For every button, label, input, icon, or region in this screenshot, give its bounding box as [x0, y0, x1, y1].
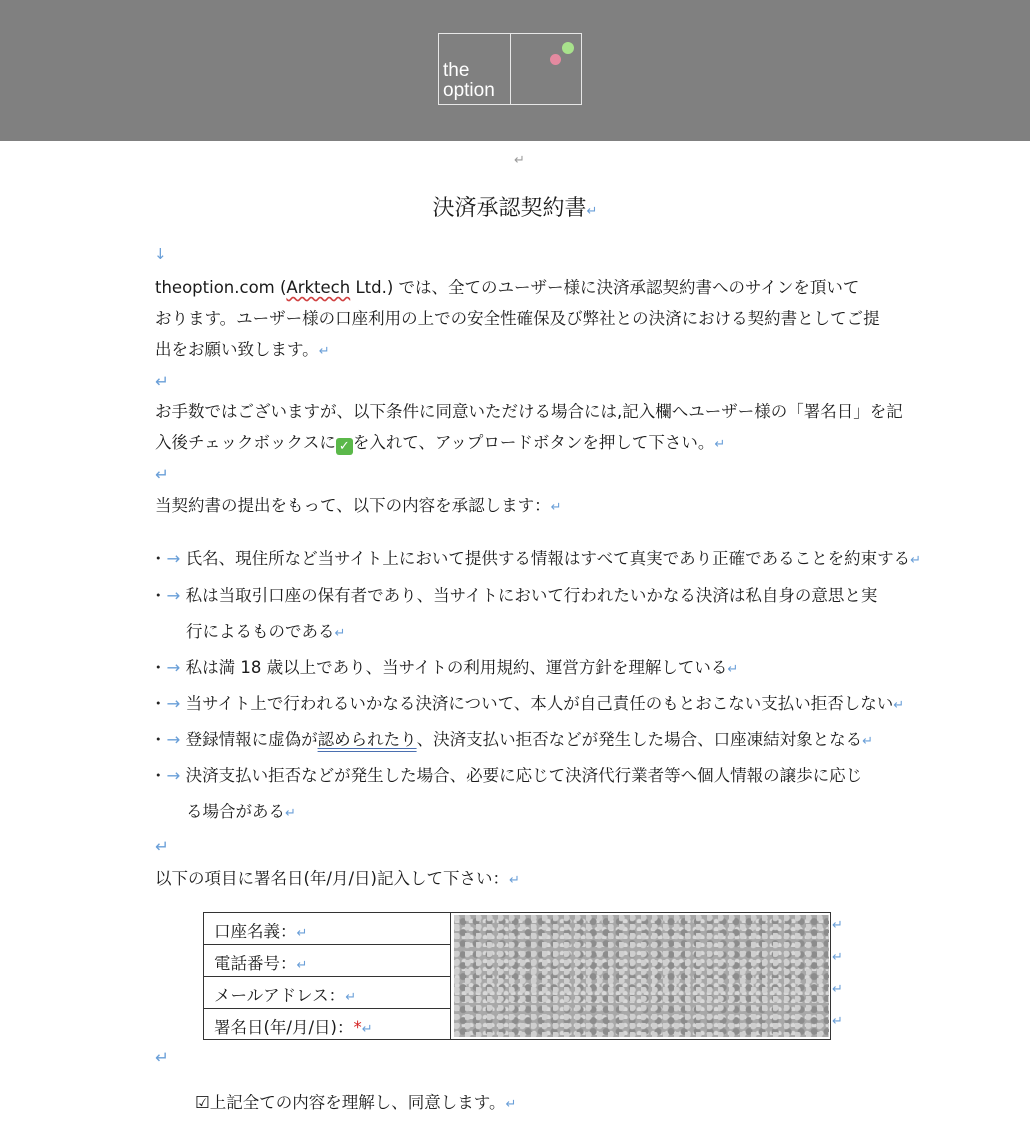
- paragraph-mark-icon: ↵: [832, 982, 843, 997]
- paragraph-mark-icon: ↵: [862, 734, 873, 749]
- paragraph-mark-icon: ↵: [550, 500, 562, 515]
- theoption-logo: [438, 33, 582, 105]
- instruction-line-1: お手数ではございますが、以下条件に同意いただける場合には,記入欄へユーザー様の「署名日」を記: [155, 402, 903, 421]
- paragraph-mark-icon: ↵: [586, 204, 598, 219]
- signature-form-table: [203, 912, 831, 1040]
- condition-6-text-cont: る場合がある: [186, 802, 285, 821]
- approval-lead: [155, 495, 562, 519]
- condition-item-2: [150, 585, 877, 607]
- tab-arrow-icon: →: [166, 694, 181, 713]
- condition-4-text: 当サイト上で行われるいかなる決済について、本人が自己責任のもとおこない支払い拒否しない: [185, 694, 894, 713]
- paragraph-mark-icon: ↵: [155, 465, 169, 484]
- tab-arrow-icon: →: [166, 658, 181, 677]
- paragraph-mark-icon: ↵: [832, 918, 843, 933]
- email-label: [214, 982, 356, 1006]
- condition-6-text: 決済支払い拒否などが発生した場合、必要に応じて決済代行業者等へ個人情報の譲歩に応じ: [185, 766, 863, 785]
- condition-item-3: [150, 657, 738, 681]
- condition-item-5: [150, 729, 873, 753]
- paragraph-mark-icon: ↵: [727, 662, 739, 677]
- paragraph-mark-icon: ↵: [318, 344, 330, 359]
- logo-green-dot-icon: [562, 42, 574, 54]
- form-lead-text: 以下の項目に署名日(年/月/日)記入して下さい：: [155, 869, 509, 888]
- bullet-icon: ・: [150, 694, 167, 713]
- tab-arrow-icon: →: [166, 766, 181, 785]
- intro-line-1-rest: Ltd.) では、全てのユーザー様に決済承認契約書へのサインを頂いて: [350, 278, 860, 297]
- logo-pink-dot-icon: [550, 54, 561, 65]
- required-asterisk: *: [353, 1018, 362, 1037]
- logo-text: [443, 61, 495, 101]
- sign-date-label-text: 署名日(年/月/日)：: [214, 1018, 354, 1037]
- paragraph-mark-icon: ↵: [155, 372, 169, 391]
- document-title: [0, 195, 1030, 226]
- intro-line-3-text: 出をお願い致します。: [155, 340, 319, 359]
- paragraph-mark-icon: ↵: [505, 1097, 517, 1112]
- condition-item-6-cont: [186, 801, 296, 825]
- form-row-email: [204, 977, 450, 1009]
- form-row-sign-date: [204, 1009, 450, 1041]
- paragraph-mark-icon: ↵: [910, 553, 921, 568]
- intro-brand-text: Arktech: [286, 278, 351, 297]
- paragraph-mark-icon: ↵: [296, 958, 308, 973]
- paragraph-mark-icon: ↵: [155, 1048, 169, 1067]
- intro-line-2: おります。ユーザー様の口座利用の上での安全性確保及び弊社との決済における契約書としてご提: [155, 309, 880, 328]
- condition-2-text: 私は当取引口座の保有者であり、当サイトにおいて行われたいかなる決済は私自身の意思と実: [185, 586, 878, 605]
- redacted-form-values: [454, 915, 829, 1037]
- intro-line-1: [155, 277, 859, 299]
- agreement-text: ☑上記全ての内容を理解し、同意します。: [195, 1093, 506, 1112]
- agreement-checkbox[interactable]: [195, 1092, 516, 1116]
- condition-1-text: 氏名、現住所など当サイト上において提供する情報はすべて真実であり正確であることを約束する: [185, 549, 911, 568]
- form-row-phone: [204, 945, 450, 977]
- intro-line-3: [155, 339, 330, 363]
- condition-item-4: [150, 693, 904, 717]
- form-row-account-name: [204, 913, 450, 945]
- bullet-icon: ・: [150, 730, 167, 749]
- condition-2-text-cont: 行によるものである: [186, 622, 335, 641]
- paragraph-mark-icon: ↵: [345, 990, 357, 1005]
- paragraph-mark-icon: ↵: [361, 1022, 373, 1037]
- logo-line-option: option: [443, 80, 495, 101]
- paragraph-mark-icon: ↵: [285, 806, 296, 821]
- tab-arrow-icon: →: [166, 586, 181, 605]
- intro-domain-text: theoption.com (: [155, 278, 287, 297]
- logo-line-the: the: [443, 60, 470, 81]
- condition-item-1: [150, 548, 921, 572]
- condition-5-underlined-text: 認められたり: [317, 730, 417, 749]
- form-column-divider: [450, 913, 451, 1039]
- account-name-label: [214, 918, 307, 942]
- condition-item-2-cont: [186, 621, 345, 645]
- green-check-icon: ✓: [336, 438, 353, 455]
- phone-label: [214, 950, 307, 974]
- tab-arrow-icon: →: [166, 730, 181, 749]
- paragraph-mark-icon: ↵: [832, 1014, 843, 1029]
- paragraph-mark-icon: ↵: [714, 437, 726, 452]
- instruction-line-2: [155, 432, 725, 456]
- condition-5-text-post: 、決済支払い拒否などが発生した場合、口座凍結対象となる: [416, 730, 863, 749]
- line-break-arrow-icon: ↓: [154, 245, 167, 263]
- paragraph-mark-icon: ↵: [296, 926, 308, 941]
- condition-item-6: [150, 765, 862, 787]
- logo-divider: [510, 34, 511, 104]
- title-text: 決済承認契約書: [432, 196, 587, 221]
- email-label-text: メールアドレス：: [214, 986, 346, 1005]
- paragraph-mark-icon: ↵: [155, 837, 169, 856]
- form-lead: [155, 868, 520, 892]
- approval-lead-text: 当契約書の提出をもって、以下の内容を承認します：: [155, 496, 551, 515]
- instruction-line-2-post: を入れて、アップロードボタンを押して下さい。: [352, 433, 715, 452]
- instruction-line-2-pre: 入後チェックボックスに: [155, 433, 336, 452]
- paragraph-mark-icon: ↵: [893, 698, 905, 713]
- header-banner: [0, 0, 1030, 141]
- paragraph-mark-icon: ↵: [509, 873, 520, 888]
- phone-label-text: 電話番号：: [214, 954, 297, 973]
- paragraph-mark-icon: ↵: [334, 626, 346, 641]
- bullet-icon: ・: [150, 549, 167, 568]
- bullet-icon: ・: [150, 766, 167, 785]
- bullet-icon: ・: [150, 658, 167, 677]
- paragraph-mark-icon: ↵: [832, 950, 843, 965]
- condition-3-text: 私は満 18 歳以上であり、当サイトの利用規約、運営方針を理解している: [185, 658, 728, 677]
- tab-arrow-icon: →: [166, 549, 181, 568]
- sign-date-label: [214, 1014, 373, 1038]
- bullet-icon: ・: [150, 586, 167, 605]
- account-name-label-text: 口座名義：: [214, 922, 297, 941]
- condition-5-text-pre: 登録情報に虚偽が: [185, 730, 318, 749]
- paragraph-mark-icon: ↵: [514, 153, 525, 168]
